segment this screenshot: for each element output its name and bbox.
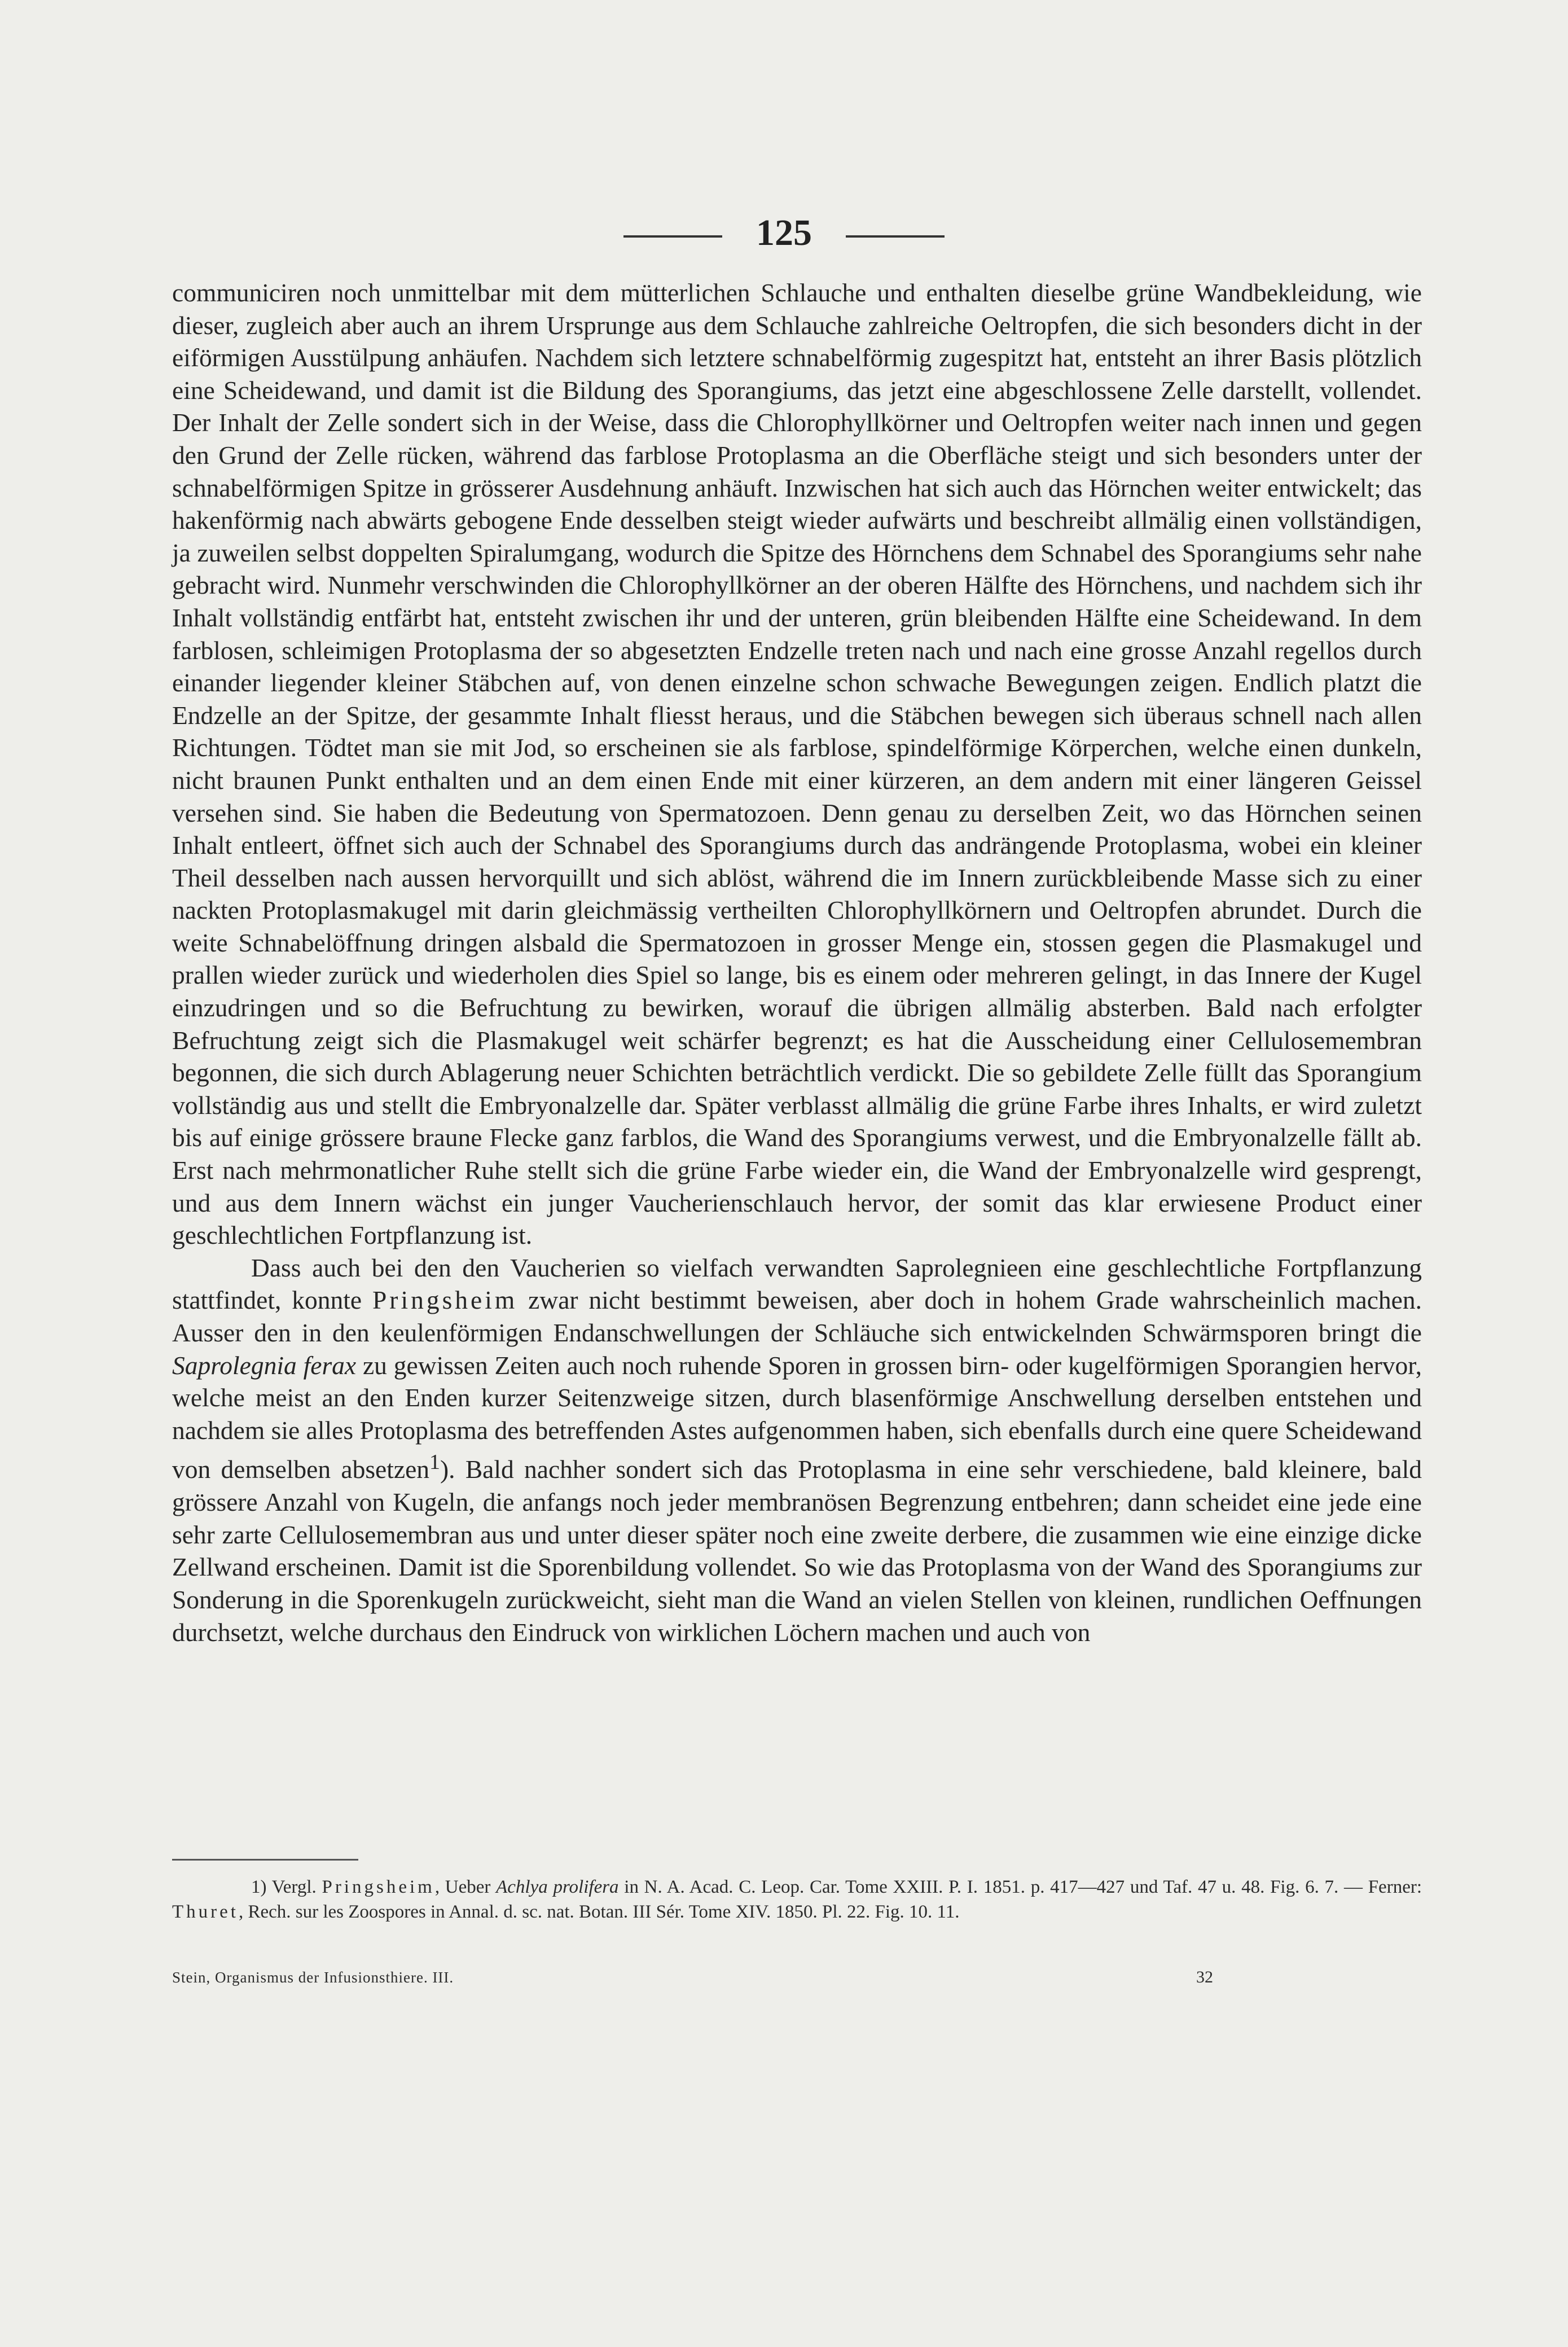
text-run: , Ueber [434,1877,497,1897]
text-run: 1) Vergl. [251,1877,322,1897]
text-run: in N. A. Acad. C. Leop. Car. Tome XXIII. P. I. 1851. p. 417—427 und Taf. 47 u. 48. Fig. 6. 7. — Ferner: [618,1877,1422,1897]
paragraph [172,277,1422,1252]
text-run: , Rech. sur les Zoospores in Annal. d. sc. nat. Botan. III Sér. Tome XIV. 1850. Pl. 22. Fig. 10. 11. [238,1902,960,1922]
species-name: Saprolegnia ferax [172,1350,357,1380]
paragraph [172,1252,1422,1648]
signature-title: Stein, Organismus der Infusionsthiere. III. [172,1969,454,1986]
footnote-marker: 1 [429,1450,440,1475]
footnote-text [172,1875,1422,1924]
printer-signature [172,1966,1213,1989]
footnote-separator [172,1859,358,1861]
text-run: Dass auch bei den den Vaucherien so vielfach verwandten Saprolegnieen eine geschlechtliche Fortpflanzung stattfindet, konnte [172,1253,1422,1315]
species-name: Achlya prolifera [496,1877,619,1897]
text-run: zu gewissen Zeiten auch noch ruhende Sporen in grossen birn- oder kugelförmigen Sporangien hervor, welche meist an den Enden kurzer Seitenzweige sitzen, durch blasenförmige Anschwellung derselben entstehen und nachdem sie alles Protoplasma des betreffenden Astes aufgenommen haben, sich ebenfalls durch eine quere Scheidewand von demselben absetzen [172,1350,1422,1484]
author-name: Pringsheim [372,1286,518,1315]
footnote [172,1875,1422,1924]
text-run: zwar nicht bestimmt beweisen, aber doch in hohem Grade wahrscheinlich machen. Ausser den in den keulenförmigen Endanschwellungen der Schläuche sich entwickelnden Schwärmsporen bringt die [172,1286,1422,1347]
text-run: communiciren noch unmittelbar mit dem mütterlichen Schlauche und enthalten dieselbe grüne Wandbekleidung, wie dieser, zugleich aber auch an ihrem Ursprunge aus dem Schlauche zahlreiche Oeltropfen, die sich besonders dicht in der eiförmigen Ausstülpung anhäufen. Nachdem sich letztere schnabelförmig zugespitzt hat, entsteht an ihrer Basis plötzlich eine Scheidewand, und damit ist die Bildung des Sporangiums, das jetzt eine abgeschlossene Zelle darstellt, vollendet. Der Inhalt der Zelle sondert sich in der Weise, dass die Chlorophyllkörner und Oeltropfen weiter nach innen und gegen den Grund der Zelle rücken, während das farblose Protoplasma an die Oberfläche steigt und sich besonders unter der schnabelförmigen Spitze in grösserer Ausdehnung anhäuft. Inzwischen hat sich auch das Hörnchen weiter entwickelt; das hakenförmig nach abwärts gebogene Ende desselben steigt wieder aufwärts und beschreibt allmälig einen vollständigen, ja zuweilen selbst doppelten Spiralumgang, wodurch die Spitze des Hörnchens dem Schnabel des Sporangiums sehr nahe gebracht wird. Nunmehr verschwinden die Chlorophyllkörner an der oberen Hälfte des Hörnchens, und nachdem sich ihr Inhalt vollständig entfärbt hat, entsteht zwischen ihr und der unteren, grün bleibenden Hälfte eine Scheidewand. In dem farblosen, schleimigen Protoplasma der so abgesetzten Endzelle treten nach und nach eine grosse Anzahl regellos durch einander liegender kleiner Stäbchen auf, von denen einzelne schon schwache Bewegungen zeigen. Endlich platzt die Endzelle an der Spitze, der gesammte Inhalt fliesst heraus, und die Stäbchen bewegen sich überaus schnell nach allen Richtungen. Tödtet man sie mit Jod, so erscheinen sie als farblose, spindelförmige Körperchen, welche einen dunkeln, nicht braunen Punkt enthalten und an dem einen Ende mit einer kürzeren, an dem andern mit einer längeren Geissel versehen sind. Sie haben die Bedeutung von Spermatozoen. Denn genau zu derselben Zeit, wo das Hörnchen seinen Inhalt entleert, öffnet sich auch der Schnabel des Sporangiums durch das andrängende Protoplasma, wobei ein kleiner Theil desselben nach aussen hervorquillt und sich ablöst, während die im Innern zurückbleibende Masse sich zu einer nackten Protoplasmakugel mit darin gleichmässig vertheilten Chlorophyllkörnern und Oeltropfen abrundet. Durch die weite Schnabelöffnung dringen alsbald die Spermatozoen in grosser Menge ein, stossen gegen die Plasmakugel und prallen wieder zurück und wiederholen dies Spiel so lange, bis es einem oder mehreren gelingt, in das Innere der Kugel einzudringen und so die Befruchtung zu bewirken, worauf die übrigen allmälig absterben. Bald nach erfolgter Befruchtung zeigt sich die Plasmakugel weit schärfer begrenzt; es hat die Ausscheidung einer Cellulosemembran begonnen, die sich durch Ablagerung neuer Schichten beträchtlich verdickt. Die so gebildete Zelle füllt das Sporangium vollständig aus und stellt die Embryonalzelle dar. Später verblasst allmälig die grüne Farbe ihres Inhalts, er wird zuletzt bis auf einige grössere braune Flecke ganz farblos, die Wand des Sporangiums verwest, und die Embryonalzelle fällt ab. Erst nach mehrmonatlicher Ruhe stellt sich die grüne Farbe wieder ein, die Wand der Embryonalzelle wird gesprengt, und aus dem Innern wächst ein junger Vaucherienschlauch hervor, der somit das klar erwiesene Product einer geschlechtlichen Fortpflanzung ist. [172,278,1422,1250]
author-name: Thuret [172,1902,239,1922]
header-rule-left [623,235,722,238]
signature-mark: 32 [1196,1968,1213,1986]
header-rule-right [846,235,945,238]
page-number: 125 [756,212,812,253]
text-run: ). Bald nachher sondert sich das Protoplasma in eine sehr verschiedene, bald kleinere, bald grössere Anzahl von Kugeln, die anfangs noch jeder membranösen Begrenzung entbehren; dann scheidet eine jede eine sehr zarte Cellulosemembran aus und unter dieser später noch eine zweite derbere, die zusammen wie eine einzige dicke Zellwand erscheinen. Damit ist die Sporenbildung vollendet. So wie das Protoplasma von der Wand des Sporangiums zur Sonderung in die Sporenkugeln zurückweicht, sieht man die Wand an vielen Stellen von kleinen, rundlichen Oeffnungen durchsetzt, welche durchaus den Eindruck von wirklichen Löchern machen und auch von [172,1455,1422,1647]
main-text [172,277,1422,1648]
author-name: Pringsheim [322,1877,435,1897]
page-header [0,208,1568,258]
